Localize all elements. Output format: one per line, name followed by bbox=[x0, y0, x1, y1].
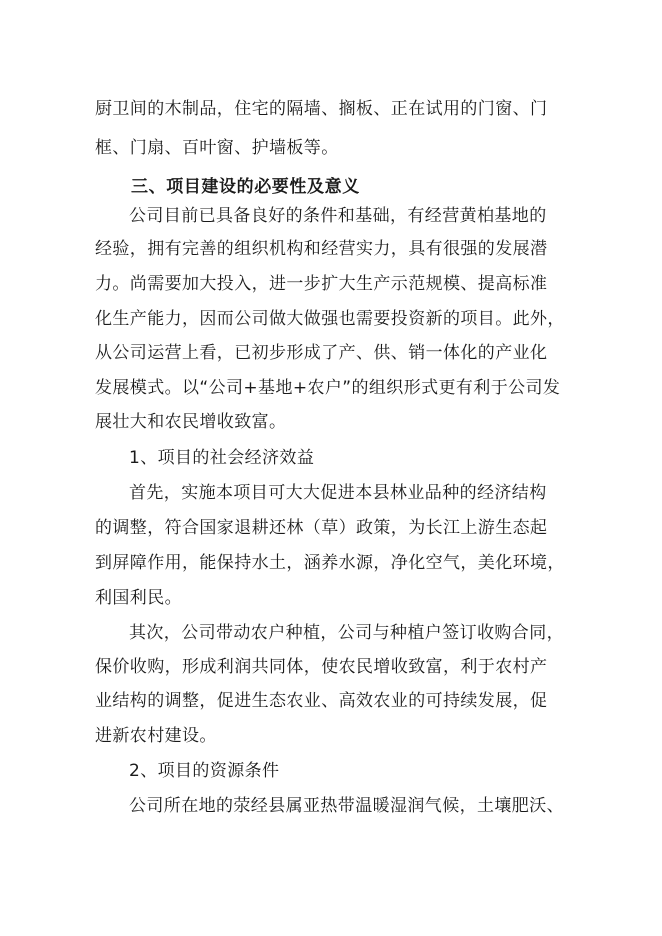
paragraph-line: 的调整，符合国家退耕还林（草）政策，为长江上游生态起 bbox=[95, 518, 548, 538]
paragraph-line: 公司目前已具备良好的条件和基础，有经营黄柏基地的 bbox=[129, 206, 547, 226]
paragraph-line: 经验，拥有完善的组织机构和经营实力，具有很强的发展潜 bbox=[95, 239, 548, 259]
paragraph-line: 从公司运营上看，已初步形成了产、供、销一体化的产业化 bbox=[95, 343, 548, 363]
paragraph-line: 保价收购，形成利润共同体，使农民增收致富，利于农村产 bbox=[95, 657, 548, 677]
paragraph-line: 进新农村建设。 bbox=[95, 726, 217, 746]
subsection-heading: 1、项目的社会经济效益 bbox=[129, 448, 315, 468]
paragraph-line: 厨卫间的木制品，住宅的隔墙、搁板、正在试用的门窗、门 bbox=[95, 99, 548, 119]
paragraph-line: 力。尚需要加大投入，进一步扩大生产示范规模、提高标准 bbox=[95, 274, 548, 294]
paragraph-line: 首先，实施本项目可大大促进本县林业品种的经济结构 bbox=[129, 483, 547, 503]
paragraph-line: 业结构的调整，促进生态农业、高效农业的可持续发展，促 bbox=[95, 691, 548, 711]
paragraph-line: 化生产能力，因而公司做大做强也需要投资新的项目。此外， bbox=[95, 309, 565, 329]
paragraph-line: 利国利民。 bbox=[95, 588, 182, 608]
paragraph-line: 展壮大和农民增收致富。 bbox=[95, 412, 287, 432]
subsection-heading: 2、项目的资源条件 bbox=[129, 761, 280, 781]
paragraph-line: 公司所在地的荥经县属亚热带温暖湿润气候，土壤肥沃、 bbox=[129, 796, 564, 816]
section-heading: 三、项目建设的必要性及意义 bbox=[131, 177, 360, 197]
paragraph-line: 发展模式。以“公司+基地+农户”的组织形式更有利于公司发 bbox=[95, 378, 561, 398]
paragraph-line: 框、门扇、百叶窗、护墙板等。 bbox=[95, 138, 339, 158]
paragraph-line: 其次，公司带动农户种植，公司与种植户签订收购合同， bbox=[129, 623, 564, 643]
paragraph-line: 到屏障作用，能保持水土，涵养水源，净化空气，美化环境， bbox=[95, 553, 565, 573]
